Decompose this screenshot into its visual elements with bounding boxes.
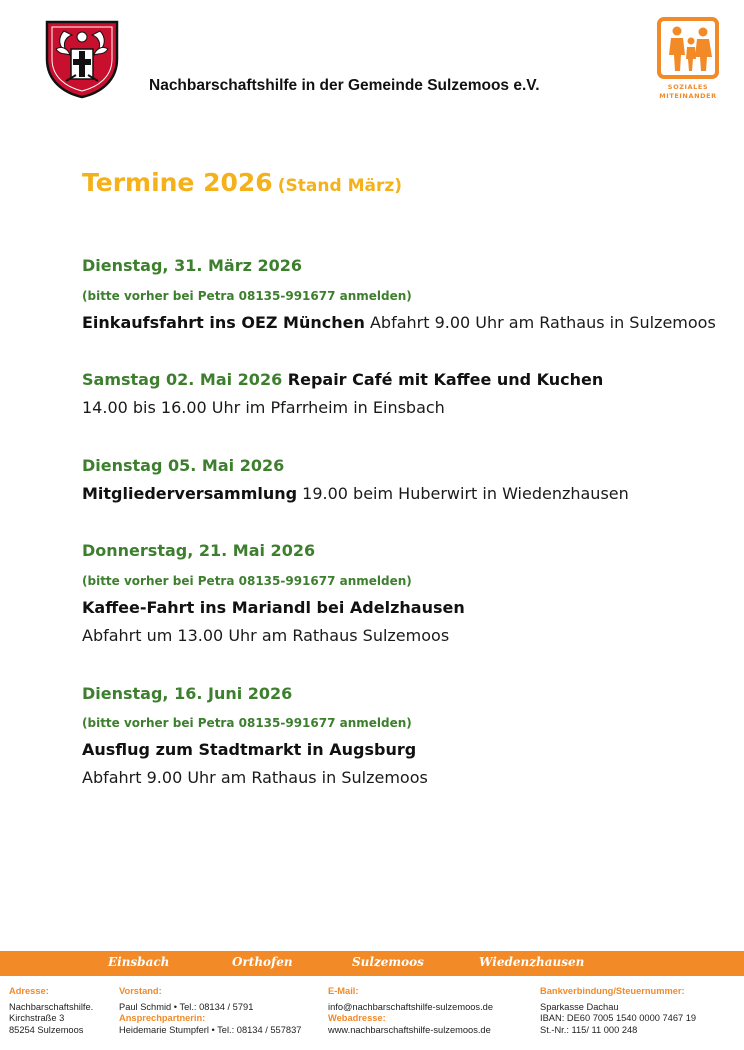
event-5-date: Dienstag, 16. Juni 2026 xyxy=(82,684,293,703)
event-1-date: Dienstag, 31. März 2026 xyxy=(82,256,303,275)
address-line: Nachbarschaftshilfe. xyxy=(9,1001,94,1012)
footer-places-bar xyxy=(0,951,744,976)
event-1-details: Abfahrt 9.00 Uhr am Rathaus in Sulzemoos xyxy=(364,313,716,332)
web-heading: Webadresse: xyxy=(328,1013,386,1023)
contact-person-heading: Ansprechpartnerin: xyxy=(119,1013,206,1023)
event-3-date: Dienstag 05. Mai 2026 xyxy=(82,456,285,475)
web-address: www.nachbarschaftshilfe-sulzemoos.de xyxy=(328,1024,491,1035)
place-einsbach: Einsbach xyxy=(108,955,170,969)
email-heading: E-Mail: xyxy=(328,986,359,996)
footer-contact xyxy=(328,986,493,1036)
soziales-miteinander-logo xyxy=(657,17,719,117)
event-4-title: Kaffee-Fahrt ins Mariandl bei Adelzhausen xyxy=(82,598,465,617)
organization-title: Nachbarschaftshilfe in der Gemeinde Sulzemoos e.V. xyxy=(149,77,540,94)
place-orthofen: Orthofen xyxy=(232,955,293,969)
board-heading: Vorstand: xyxy=(119,986,162,996)
event-2-date: Samstag 02. Mai 2026 xyxy=(82,370,283,389)
footer-bank xyxy=(540,986,696,1036)
event-2-title: Repair Café mit Kaffee und Kuchen xyxy=(282,370,604,389)
event-4-note: (bitte vorher bei Petra 08135-991677 anmelden) xyxy=(82,574,412,588)
event-5-title: Ausflug zum Stadtmarkt in Augsburg xyxy=(82,740,417,759)
board-line: Paul Schmid • Tel.: 08134 / 5791 xyxy=(119,1001,254,1012)
page-title-sub: (Stand März) xyxy=(277,176,403,196)
logo-text-miteinander: MITEINANDER xyxy=(659,92,717,100)
footer-address xyxy=(9,986,93,1036)
event-4-details: Abfahrt um 13.00 Uhr am Rathaus Sulzemoos xyxy=(82,626,450,645)
contact-person-line: Heidemarie Stumpferl • Tel.: 08134 / 557837 xyxy=(119,1024,302,1035)
place-wiedenzhausen: Wiedenzhausen xyxy=(479,955,585,969)
address-heading: Adresse: xyxy=(9,986,49,996)
event-1-note: (bitte vorher bei Petra 08135-991677 anmelden) xyxy=(82,289,412,303)
address-line: 85254 Sulzemoos xyxy=(9,1024,84,1035)
place-sulzemoos: Sulzemoos xyxy=(352,955,424,969)
event-2-headline xyxy=(82,370,603,389)
event-3-details: 19.00 beim Huberwirt in Wiedenzhausen xyxy=(297,484,629,503)
family-figures-icon xyxy=(661,21,715,75)
logo-text-soziales: SOZIALES xyxy=(667,83,709,91)
event-4-date: Donnerstag, 21. Mai 2026 xyxy=(82,541,316,560)
event-2-details: 14.00 bis 16.00 Uhr im Pfarrheim in Einsbach xyxy=(82,398,445,417)
bank-heading: Bankverbindung/Steuernummer: xyxy=(540,986,685,996)
event-1-title: Einkaufsfahrt ins OEZ München xyxy=(82,313,365,332)
footer-board xyxy=(119,986,301,1036)
event-1-description xyxy=(82,313,716,332)
event-5-note: (bitte vorher bei Petra 08135-991677 anmelden) xyxy=(82,716,412,730)
bank-line: St.-Nr.: 115/ 11 000 248 xyxy=(540,1024,638,1035)
page-title xyxy=(82,168,402,197)
event-3-title: Mitgliederversammlung xyxy=(82,484,298,503)
event-3-description xyxy=(82,484,629,503)
municipal-crest-icon xyxy=(44,19,120,99)
page-title-main: Termine 2026 xyxy=(82,168,273,197)
email-address: info@nachbarschaftshilfe-sulzemoos.de xyxy=(328,1001,493,1012)
event-5-details: Abfahrt 9.00 Uhr am Rathaus in Sulzemoos xyxy=(82,768,428,787)
bank-line: Sparkasse Dachau xyxy=(540,1001,619,1012)
address-line: Kirchstraße 3 xyxy=(9,1013,65,1023)
bank-line: IBAN: DE60 7005 1540 0000 7467 19 xyxy=(540,1013,697,1023)
